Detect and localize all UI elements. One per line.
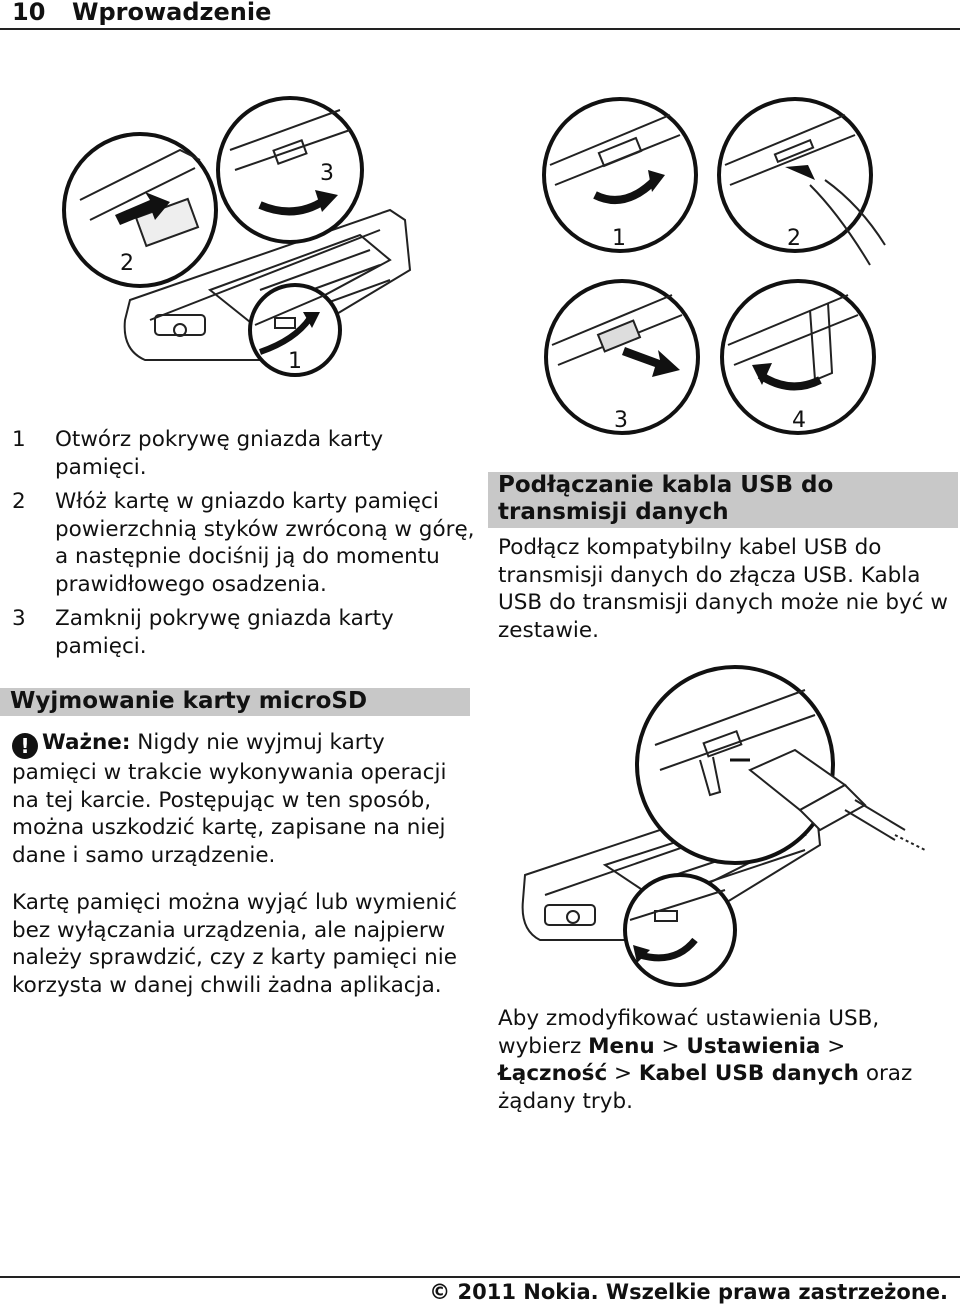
step-text: Włóż kartę w gniazdo karty pamięci powierzchnią styków zwróconą w górę, a następnie dociśnij ją do momentu prawidłowego osadzenia.: [55, 489, 475, 597]
step-number: 2: [12, 489, 26, 514]
important-text: Nigdy nie wyjmuj karty pamięci w trakcie wykonywania operacji na tej karcie. Postępując w ten sposób, można uszkodzić kartę, zapisane na niej dane i samo urządzenie.: [12, 730, 447, 868]
settings-prefix: Aby zmodyfikować ustawienia USB, wybierz: [498, 1006, 880, 1059]
callout-remove-4: 4: [792, 408, 806, 433]
header-rule: [0, 28, 960, 30]
section-title-remove: Wyjmowanie karty microSD: [0, 688, 470, 716]
important-label: Ważne:: [42, 730, 131, 755]
menu-path-connectivity: Łączność: [498, 1061, 608, 1086]
important-note: [12, 729, 467, 869]
figure-remove-card: [540, 95, 890, 440]
step-number: 3: [12, 606, 26, 631]
chapter-title: Wprowadzenie: [72, 0, 272, 26]
footer-rule: [0, 1276, 960, 1278]
menu-path-menu: Menu: [588, 1033, 655, 1059]
remove-body-text: Kartę pamięci można wyjąć lub wymienić bez wyłączania urządzenia, ale najpierw należy sprawdzić, czy z karty pamięci nie korzysta w danej chwili żadna aplikacja.: [12, 890, 457, 998]
step-text: Otwórz pokrywę gniazda karty pamięci.: [55, 427, 384, 480]
callout-remove-3: 3: [614, 408, 628, 433]
footer-copyright: © 2011 Nokia. Wszelkie prawa zastrzeżone.: [429, 1280, 948, 1304]
menu-separator: >: [607, 1061, 639, 1086]
usb-body-text: Podłącz kompatybilny kabel USB do transmisji danych do złącza USB. Kabla USB do transmisji danych może nie być w zestawie.: [498, 535, 948, 643]
step-text: Zamknij pokrywę gniazda karty pamięci.: [55, 606, 394, 659]
menu-path-settings: Ustawienia: [686, 1033, 821, 1059]
callout-insert-1: 1: [288, 349, 302, 374]
detail-circle-3: [218, 98, 362, 242]
page-number: 10: [12, 0, 46, 26]
section-title-usb: Podłączanie kabla USB do transmisji danych: [488, 472, 958, 528]
step-number: 1: [12, 427, 26, 452]
callout-remove-1: 1: [612, 226, 626, 251]
menu-path-usb-cable: Kabel USB danych: [638, 1061, 859, 1086]
settings-suffix: oraz żądany tryb.: [498, 1061, 913, 1114]
figure-usb-cable: [515, 665, 935, 995]
menu-separator: >: [820, 1033, 846, 1059]
menu-separator: >: [654, 1033, 687, 1059]
figure-insert-card: [60, 90, 480, 380]
callout-remove-2: 2: [787, 226, 801, 251]
warning-icon: !: [12, 733, 38, 759]
callout-insert-3: 3: [320, 161, 334, 186]
callout-insert-2: 2: [120, 251, 134, 276]
usb-settings-text: [498, 1005, 953, 1115]
